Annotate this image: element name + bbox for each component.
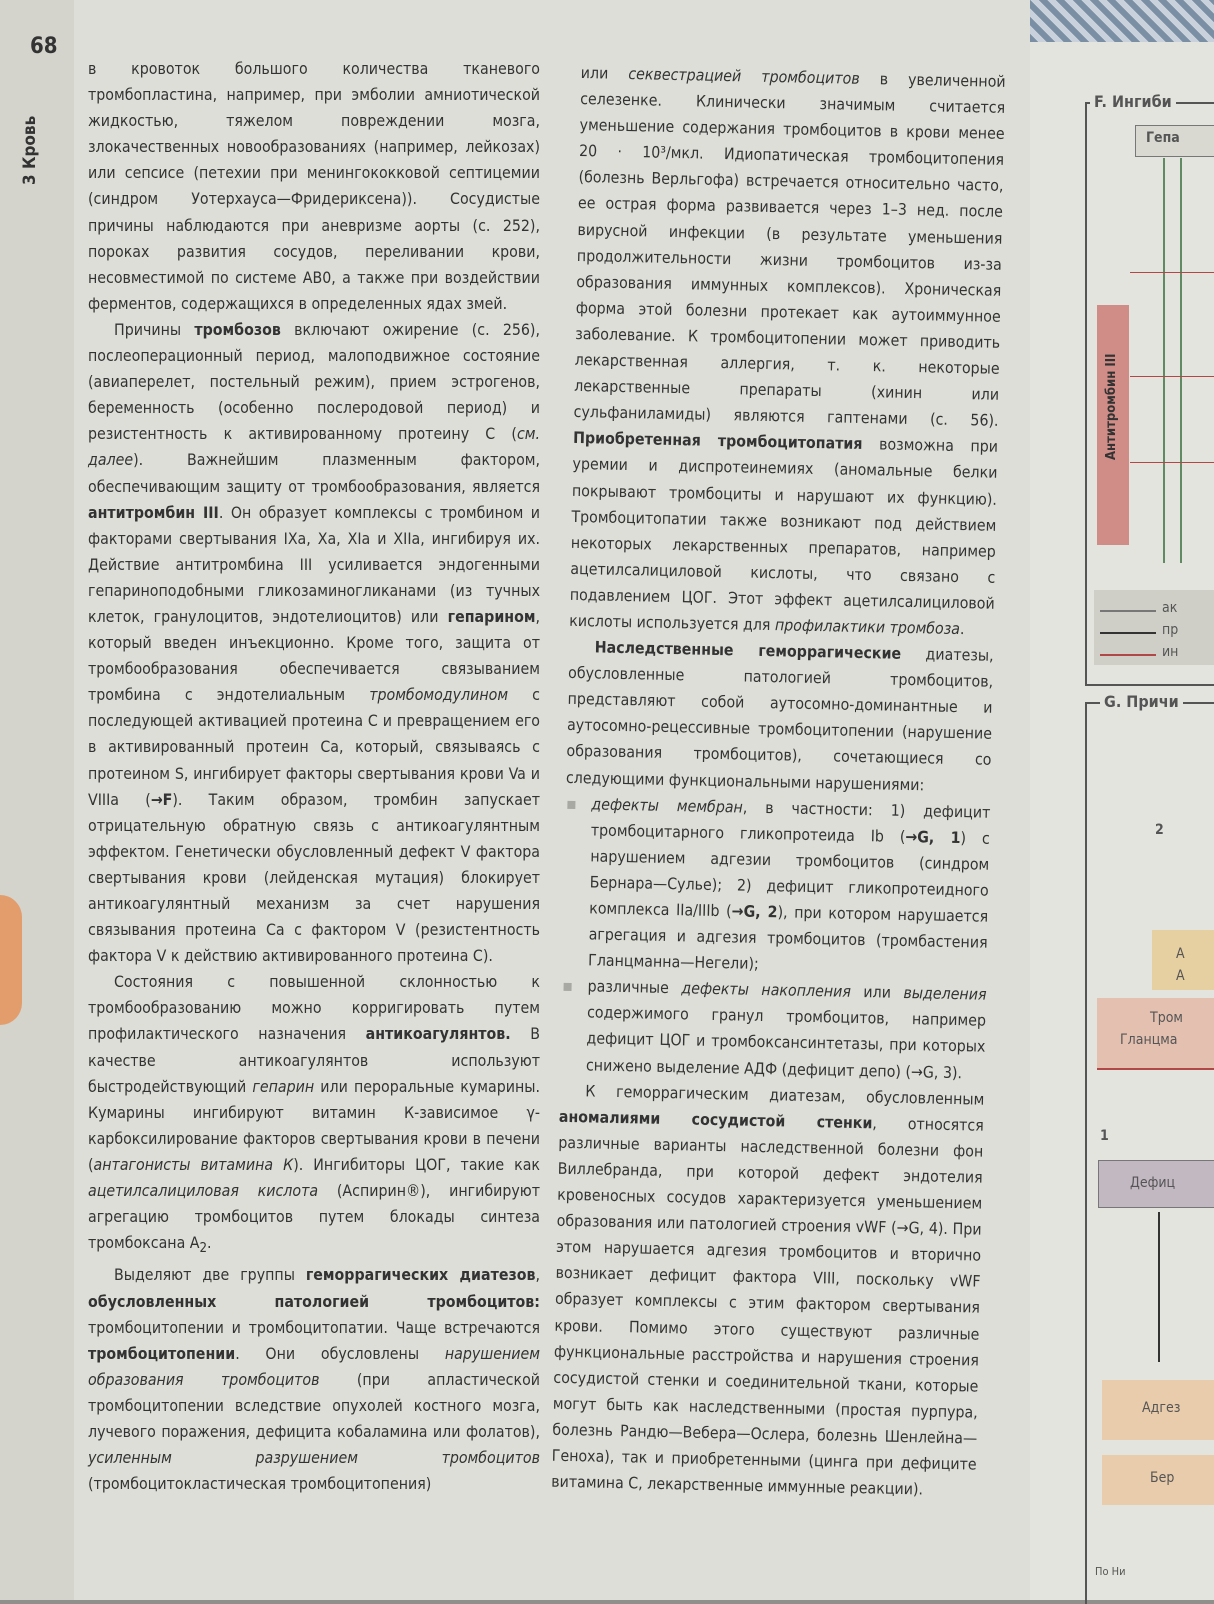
bullet-list <box>560 790 991 1086</box>
left-text-column <box>88 56 540 1497</box>
arrow-line-2 <box>1180 158 1182 563</box>
panel-g-number-1: 1 <box>1100 1128 1109 1144</box>
antithrombin-label: Антитромбин III <box>1104 353 1119 460</box>
panel-f-title: F. Ингиби <box>1090 92 1176 111</box>
inhibit-line-2 <box>1130 376 1214 377</box>
chapter-label: 3 Кровь <box>20 115 40 185</box>
text-paragraph: Состояния с повышенной склонностью к тромбообразованию можно корригировать путем профилактического назначения антикоагулянтов. В качестве антикоагулянтов используют быстродействующий гепарин или пероральные кумарины. Кумарины ингибируют витамин К-зависимое γ-карбоксилирование факторов свертывания крови в печени (антагонисты витамина К). Ингибиторы ЦОГ, такие как ацетилсалициловая кислота (Аспирин®), ингибируют агрегацию тромбоцитов путем блокады синтеза тромбоксана $A_2$. <box>88 972 541 1257</box>
inhibit-line-1 <box>1130 272 1214 273</box>
legend-item-2: пр <box>1162 622 1179 638</box>
text-paragraph: Причины тромбозов включают ожирение (с. 256), послеоперационный период, малоподвижное состояние (авиаперелет, постельный режим), прием эстрогенов, беременность (особенно послеродовой период) и резистентность к активированному протеину С (см. далее). Важнейшим плазменным фактором, обеспечивающим защиту от тромбообразования, является антитромбин III. Он образует комплексы с тромбином и факторами свертывания IXa, Xa, XIa и XIIa, ингибируя их. Действие антитромбина III усиливается эндогенными гепариноподобными гликозаминогликанами (из тучных клеток, гранулоцитов, эндотелиоцитов) или гепарином, который введен инъекционно. Кроме того, защита от тромбообразования обеспечивается связыванием тромбина с эндотелиальным тромбомодулином с последующей активацией протеина С и превращением его в активированный протеин Са, который, связываясь с протеином S, ингибирует факторы свертывания крови Va и VIIIa (→F). Таким образом, тромбин запускает отрицательную обратную связь с антикоагулянтным эффектом. Генетически обусловленный дефект V фактора свертывания крови (лейденская мутация) блокирует антикоагулянтный механизм за счет нарушения связывания протеина Са с фактором V (резистентность фактора V к действию активированного протеина С). <box>88 319 541 966</box>
legend-arrow-conversion <box>1100 632 1156 634</box>
box-a1-label: А <box>1176 946 1185 962</box>
text-paragraph: или секвестрацией тромбоцитов в увеличенной селезенке. Клинически значимым считается уменьшение содержания тромбоцитов в крови менее 20 · 10³/мкл. Идиопатическая тромбоцитопения (болезнь Верльгофа) встречается относительно часто, ее острая форма развивается через 1–3 нед. после вирусной инфекции (в результате уменьшения продолжительности жизни тромбоцитов из-за образования иммунных комплексов). Хроническая форма этой болезни протекает как аутоиммунное заболевание. К тромбоцитопении может приводить лекарственная аллергия, т. к. некоторые лекарственные препараты (хинин или сульфаниламиды) являются гаптенами (с. 56). Приобретенная тромбоцитопатия возможна при уремии и диспротеинемиях (аномальные белки покрывают тромбоциты и нарушают их функцию). Тромбоцитопатии также возникают под действием некоторых лекарственных препаратов, например ацетилсалициловой кислоты, что связано с подавлением ЦОГ. Этот эффект ацетилсалициловой кислоты используется для профилактики тромбоза. <box>569 62 1006 639</box>
arrow-line-1 <box>1163 158 1165 563</box>
box-trom-label: Тром <box>1150 1010 1183 1026</box>
panel-g-divider <box>1097 1068 1214 1070</box>
text-paragraph: К геморрагическим диатезам, обусловленным аномалиями сосудистой стенки, относятся различные варианты наследственной болезни фон Виллебранда, при которой дефект эндотелия кровеносных сосудов характеризуется уменьшением образования или патологией строения vWF (→G, 4). При этом нарушается адгезия тромбоцитов и вторично возникает дефицит фактора VIII, поскольку vWF образует комплексы с этим фактором свертывания крови. Помимо этого существуют различные функциональные расстройства и нарушения строения сосудистой стенки и соединительной ткани, которые могут быть как наследственными (простая пурпура, болезнь Рандю—Вебера—Ослера, болезнь Шенлейна—Геноха), так и приобретенными (цинга при дефиците витамина С, лекарственные иммунные реакции). <box>551 1080 985 1499</box>
box-a2-label: А <box>1176 968 1185 984</box>
list-item: дефекты мембран, в частности: 1) дефицит тромбоцитарного гликопротеида Ib (→G, 1) с нарушением адгезии тромбоцитов (синдром Бернара—Сулье); 2) дефицит гликопротеидного комплекса IIa/IIIb (→G, 2), при котором нарушается агрегация и адгезия тромбоцитов (тромбастения Гланцманна—Негели); <box>562 790 991 982</box>
list-item: различные дефекты накопления или выделения содержимого гранул тромбоцитов, например дефицит ЦОГ и тромбоксансинтетазы, при которых снижено выделение АДФ (дефицит депо) (→G, 3). <box>560 973 987 1086</box>
cover-edge <box>1030 0 1214 42</box>
legend-item-3: ин <box>1162 644 1179 660</box>
page-number: 68 <box>30 34 58 59</box>
right-text-column <box>551 60 1006 1504</box>
thumb-tab-marker <box>0 895 22 1025</box>
margin-strip <box>0 0 74 1600</box>
box-glanz-label: Гланцма <box>1120 1032 1178 1048</box>
text-paragraph: Выделяют две группы геморрагических диатезов, обусловленных патологией тромбоцитов: тромбоцитопении и тромбоцитопатии. Чаще встречаются тромбоцитопении. Они обусловлены нарушением образования тромбоцитов (при апластической тромбоцитопении вследствие опухолей костного мозга, лучевого поражения, дефицита кобаламина или фолатов), усиленным разрушением тромбоцитов (тромбоцитокластическая тромбоцитопения) <box>88 1265 540 1494</box>
legend-arrow-activation <box>1100 610 1156 612</box>
panel-g-title: G. Причи <box>1100 692 1183 711</box>
legend-item-1: ак <box>1162 600 1178 616</box>
box-defic-label: Дефиц <box>1130 1175 1176 1191</box>
next-page-footer: По Ни <box>1095 1565 1126 1578</box>
panel-g-number-2: 2 <box>1155 822 1164 838</box>
panel-g-arrow <box>1158 1212 1160 1362</box>
text-paragraph: в кровоток большого количества тканевого тромбопластина, например, при эмболии амниотической жидкостью, тяжелом повреждении мозга, злокачественных новообразованиях (например, лейкозах) или сепсисе (петехии при менингококковой септицемии (синдром Уотерхауса—Фридериксена)). Сосудистые причины наблюдаются при аневризме аорты (с. 252), пороках развития сосудов, переливании крови, несовместимой по системе АВ0, а также при воздействии ферментов, содержащихся в определенных ядах змей. <box>88 59 540 313</box>
box-adgez-label: Адгез <box>1142 1400 1181 1416</box>
legend-arrow-inhibition <box>1100 654 1156 656</box>
heparin-box-label: Гепа <box>1146 130 1180 146</box>
box-ber-label: Бер <box>1150 1470 1175 1486</box>
inhibit-line-3 <box>1130 462 1214 463</box>
text-paragraph: Наследственные геморрагические диатезы, обусловленные патологией тромбоцитов, представляют собой аутосомно-доминантные и аутосомно-рецессивные тромбоцитопении (нарушение образования тромбоцитов), сочетающиеся со следующими функциональными нарушениями: <box>565 637 994 794</box>
